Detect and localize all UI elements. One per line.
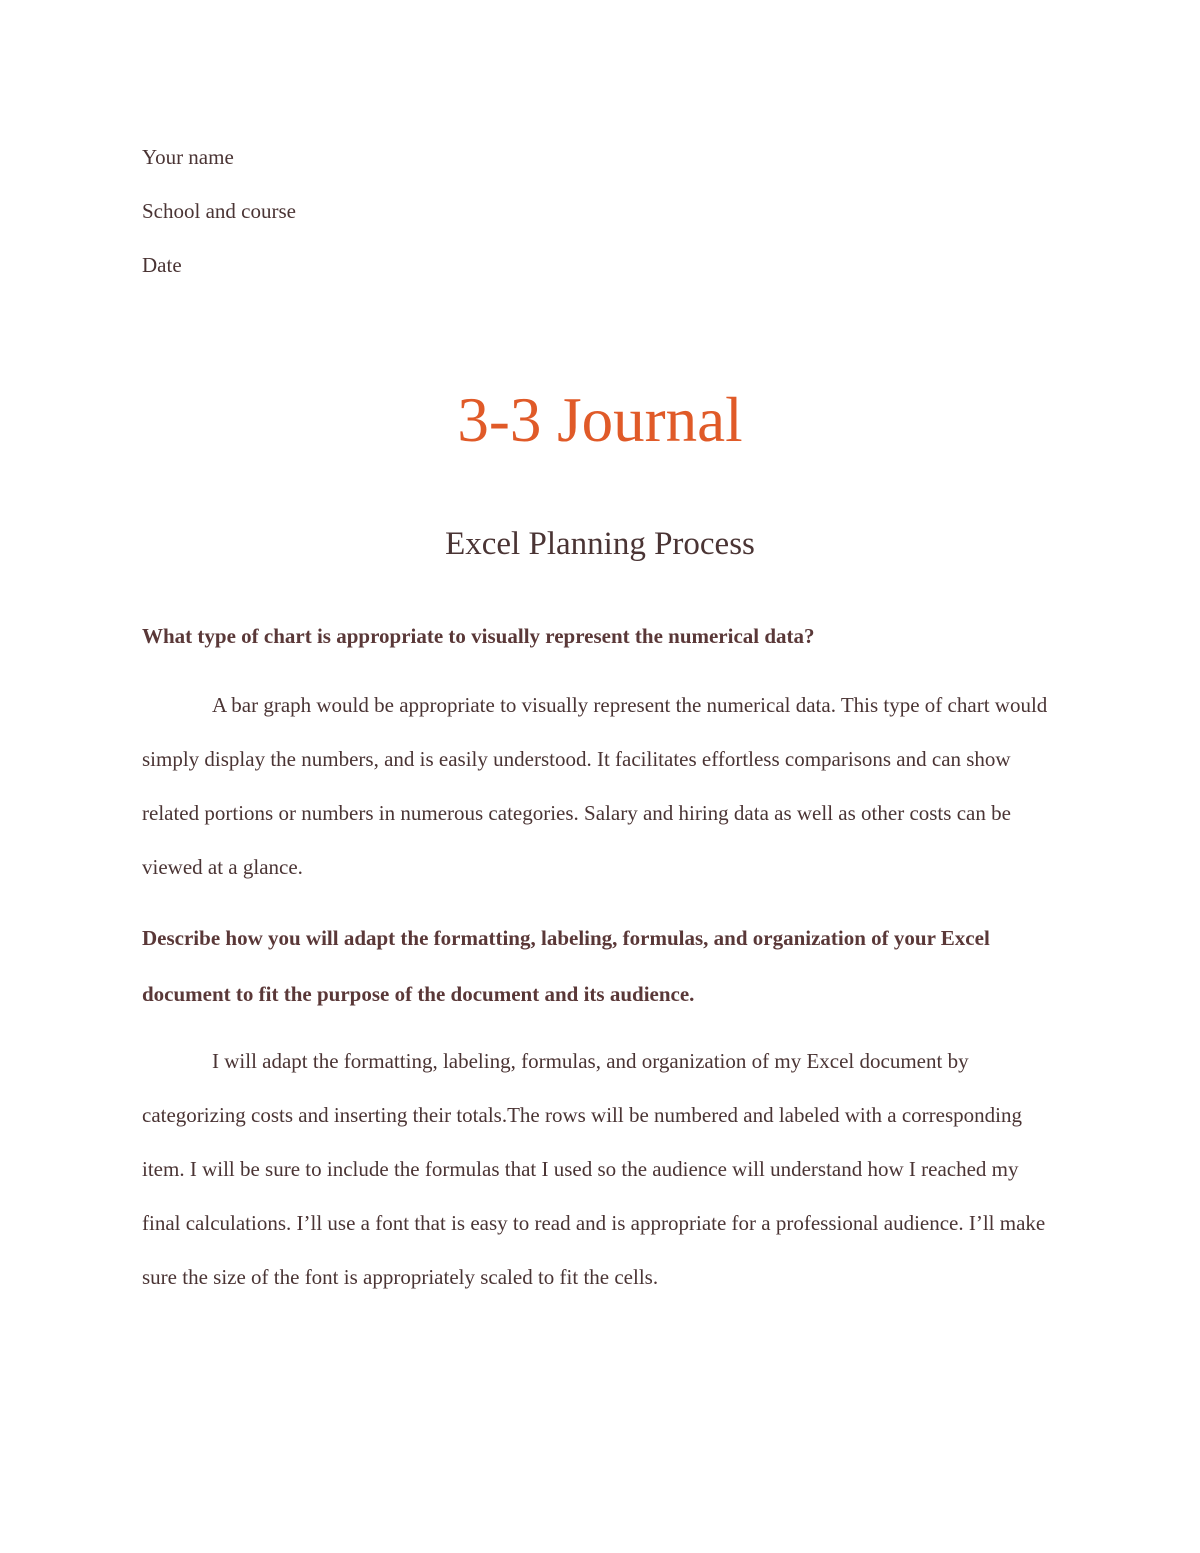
author-name: Your name: [142, 145, 234, 169]
answer-2: I will adapt the formatting, labeling, formulas, and organization of my Excel document by categorizing costs and inserting their totals.The rows will be numbered and labeled with a corresponding item. I will be sure to include the formulas that I used so the audience will understand how I reached my final calculations. I’ll use a font that is easy to read and is appropriate for a professional audience. I’ll make sure the size of the font is appropriately scaled to fit the cells.: [142, 1049, 1046, 1289]
document-subtitle: Excel Planning Process: [445, 526, 755, 562]
school-course: School and course: [142, 199, 296, 223]
document-title: 3-3 Journal: [457, 385, 743, 455]
question-1: What type of chart is appropriate to visually represent the numerical data?: [142, 624, 815, 648]
document-date: Date: [142, 253, 182, 277]
question-2: Describe how you will adapt the formatting, labeling, formulas, and organization of your Excel document to fit the purpose of the document and its audience.: [142, 926, 990, 1006]
answer-1: A bar graph would be appropriate to visually represent the numerical data. This type of chart would simply display the numbers, and is easily understood. It facilitates effortless comparisons and can show related portions or numbers in numerous categories. Salary and hiring data as well as other costs can be viewed at a glance.: [142, 693, 1048, 879]
